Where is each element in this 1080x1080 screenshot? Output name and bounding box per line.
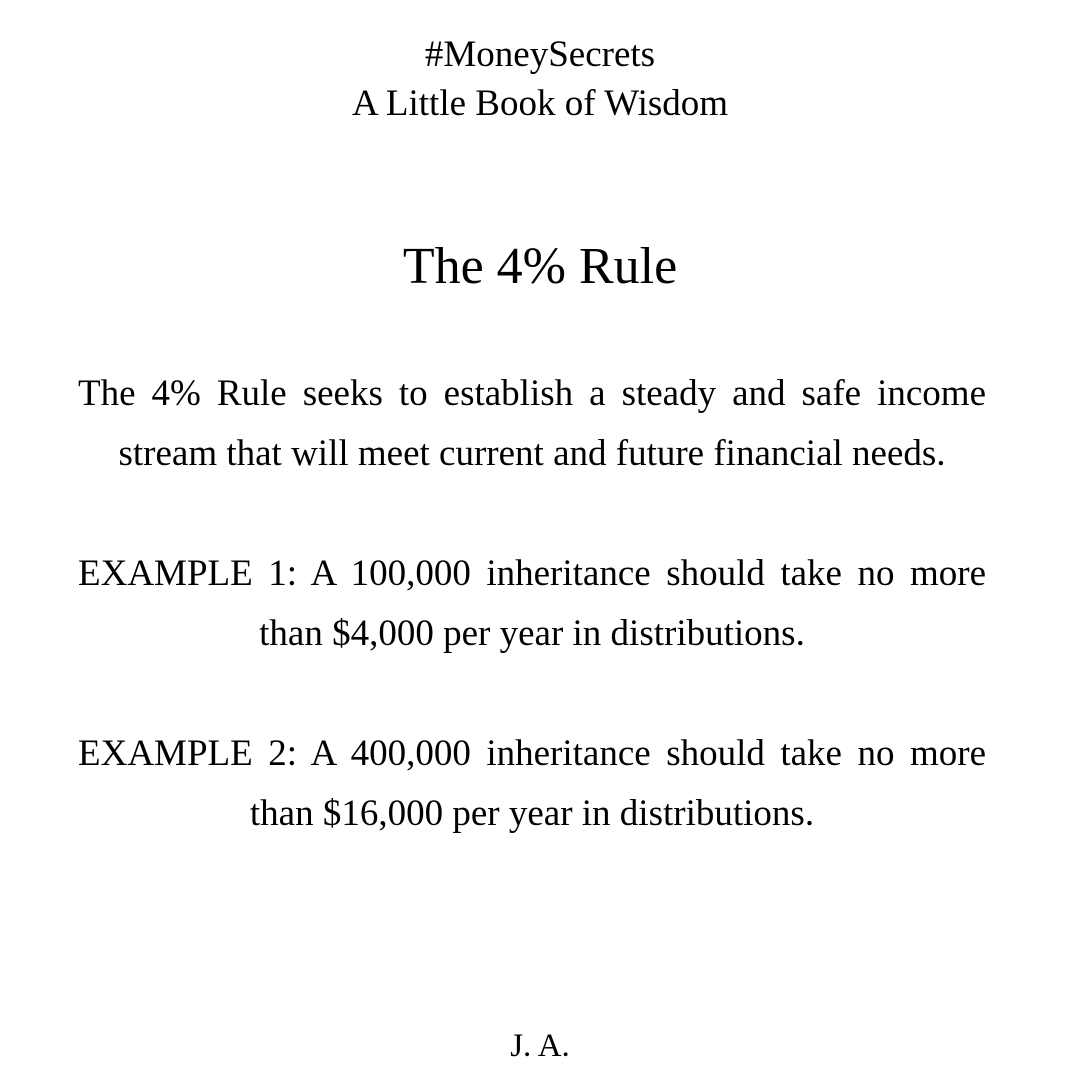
book-subtitle: A Little Book of Wisdom <box>351 83 729 124</box>
hashtag-heading: #MoneySecrets <box>424 34 656 75</box>
page-title: The 4% Rule <box>402 238 678 295</box>
page-header <box>0 30 1080 128</box>
intro-paragraph: The 4% Rule seeks to establish a steady and safe income stream that will meet current and future financial needs. <box>78 373 986 474</box>
example-2-paragraph: EXAMPLE 2: A 400,000 inheritance should take no more than $16,000 per year in distributions. <box>78 733 986 834</box>
example-1-paragraph: EXAMPLE 1: A 100,000 inheritance should take no more than $4,000 per year in distributions. <box>78 553 986 654</box>
author-initials: J. A. <box>510 1028 570 1064</box>
